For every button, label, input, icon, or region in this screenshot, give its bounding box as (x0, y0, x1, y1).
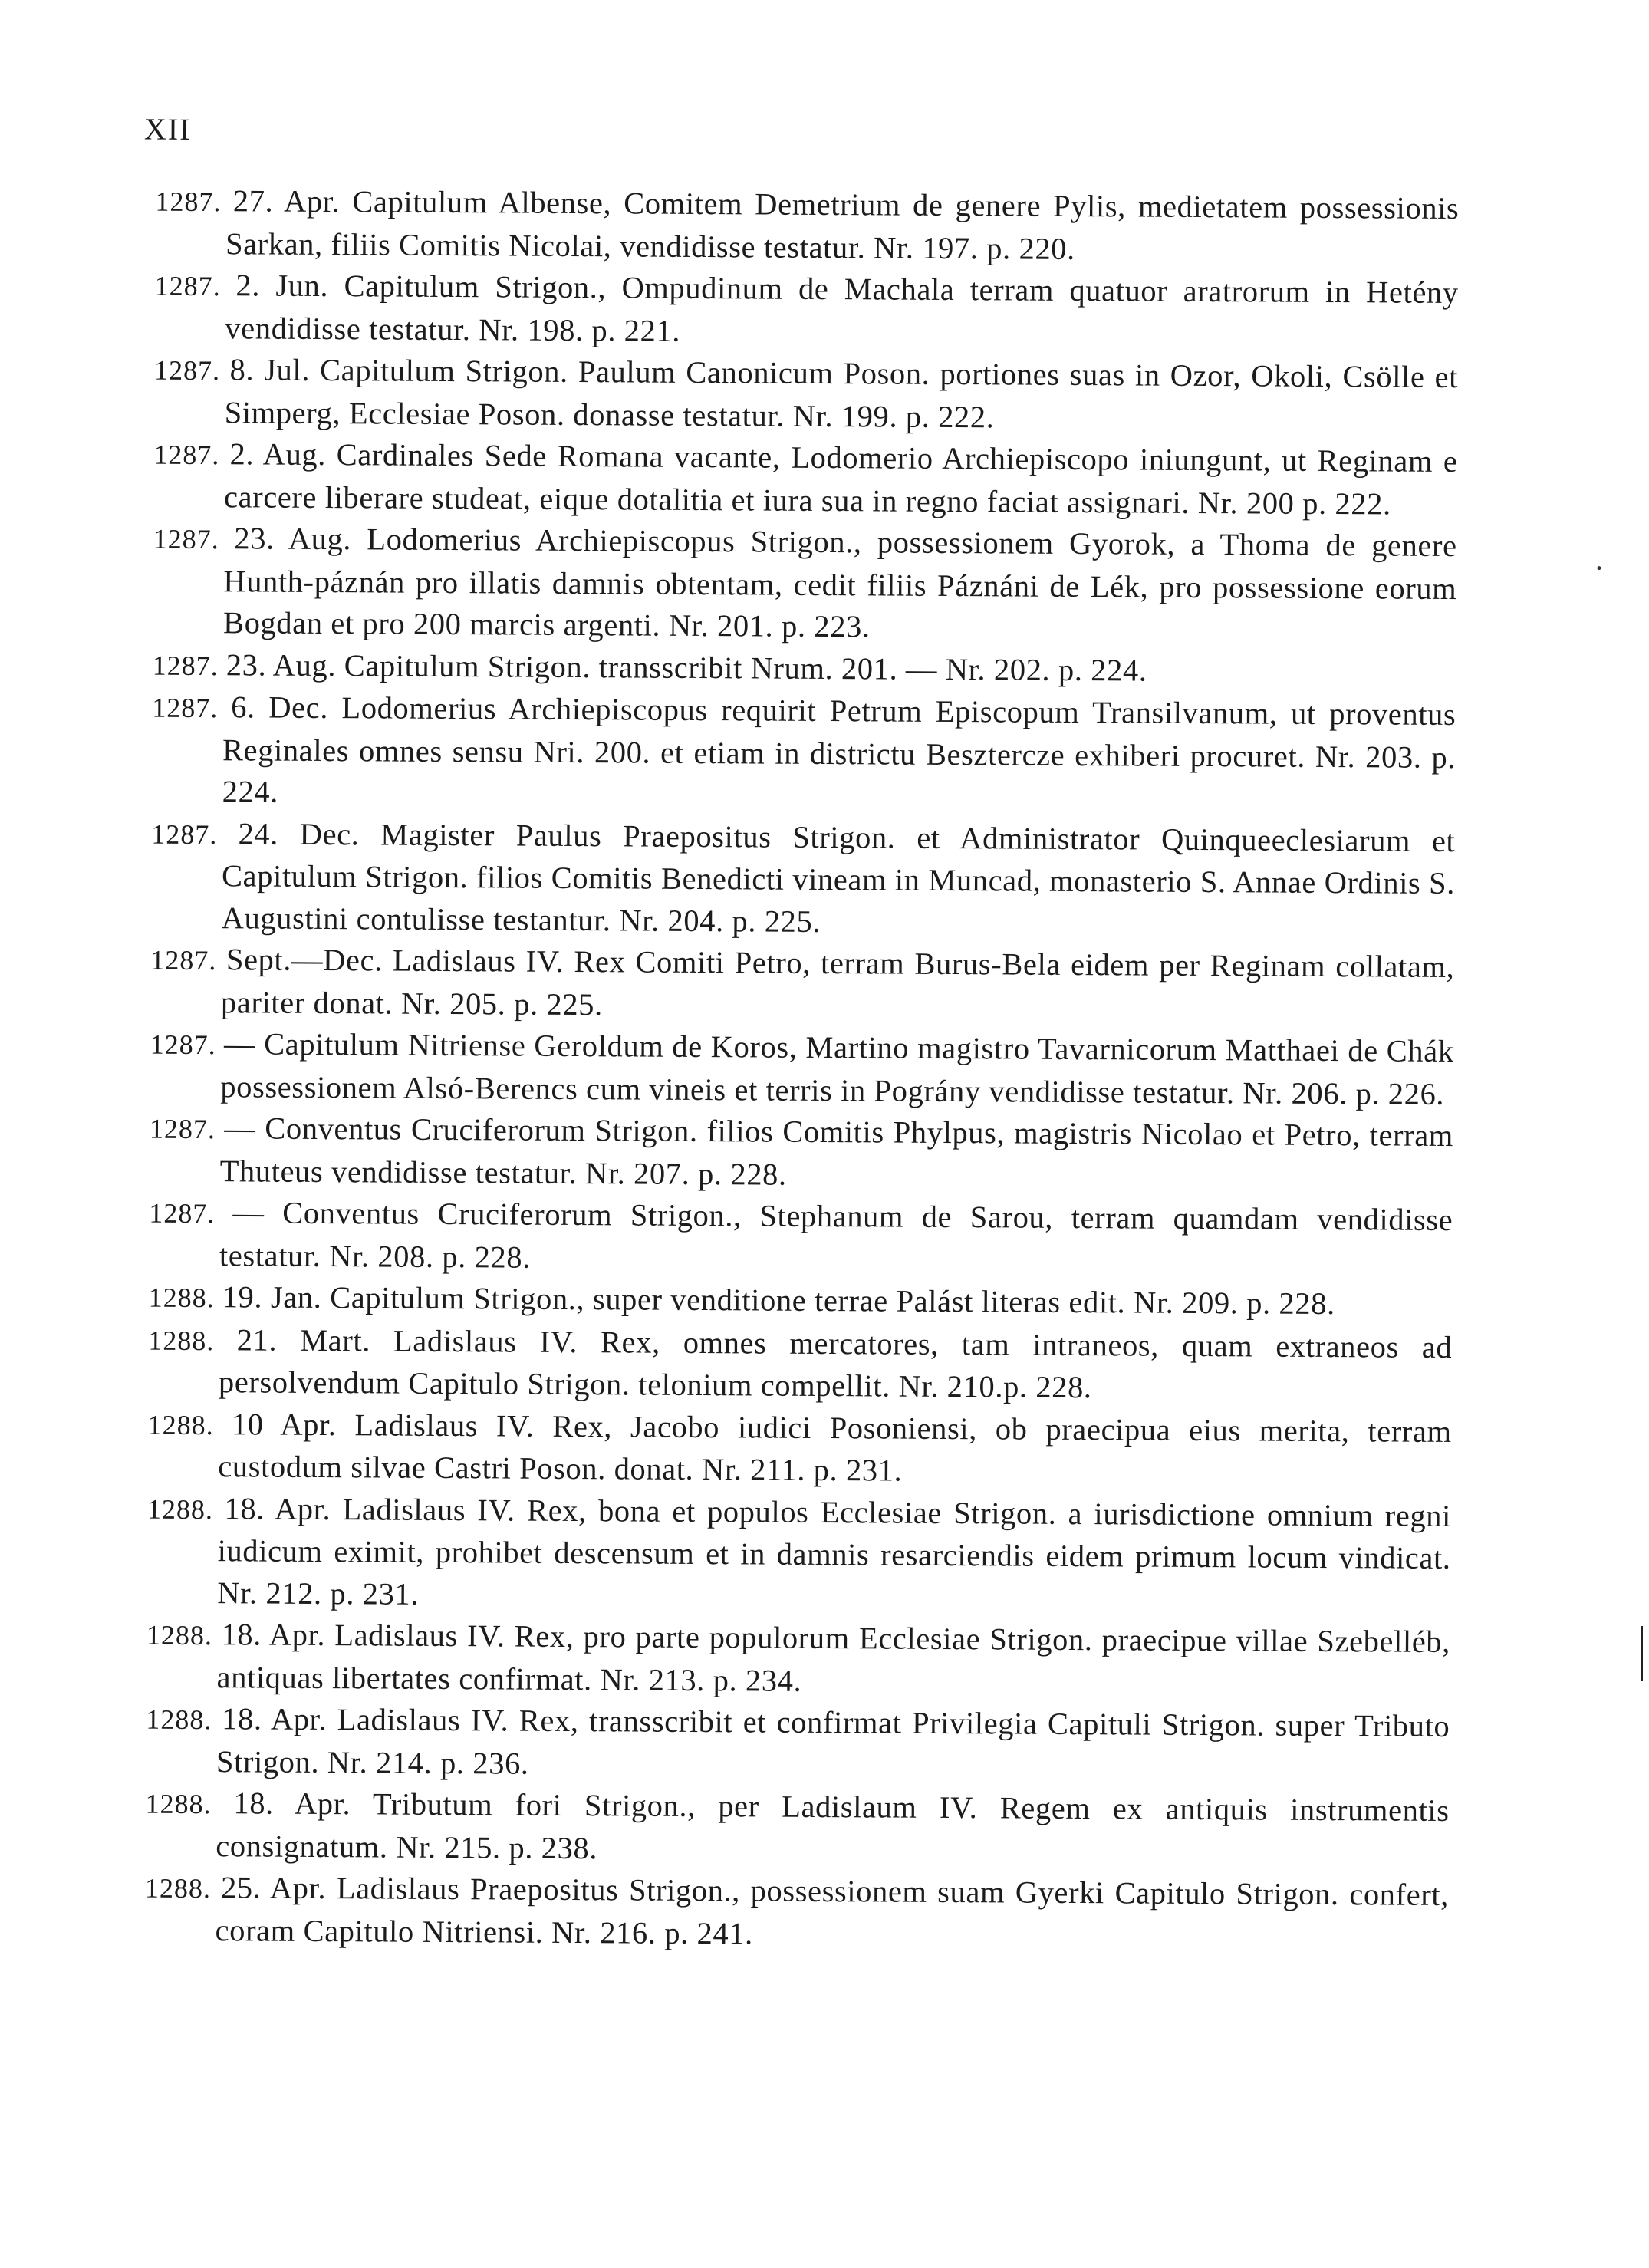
regesta-entry (152, 686, 1456, 821)
entry-year: 1288. (146, 1619, 213, 1651)
entry-year: 1287. (153, 439, 220, 471)
entry-text: 10 Apr. Ladislaus IV. Rex, Jacobo iudici Posoniensi, ob praecipua eius merita, terram custodum silvae Castri Poson. donat. Nr. 211. p. 231. (218, 1406, 1452, 1488)
entry-year: 1288. (148, 1282, 215, 1314)
regesta-entry (150, 1023, 1454, 1115)
regesta-entry (147, 1403, 1452, 1495)
entry-year: 1287. (149, 1113, 216, 1145)
entry-text: 18. Apr. Tributum fori Strigon., per Ladislaum IV. Regem ex antiquis instrumentis consignatum. Nr. 215. p. 238. (216, 1786, 1450, 1865)
entry-year: 1287. (154, 270, 221, 302)
regesta-entry (146, 1487, 1451, 1621)
entry-text: 19. Jan. Capitulum Strigon., super venditione terrae Palást literas edit. Nr. 209. p. 228. (222, 1279, 1335, 1322)
regesta-entry (146, 1614, 1450, 1706)
entry-year: 1287. (150, 944, 217, 976)
entry-text: 23. Aug. Lodomerius Archiepiscopus Strigon., possessionem Gyorok, a Thoma de genere Hunth-páznán pro illatis damnis obtentam, cedit filiis Páznáni de Lék, pro possessione eorum Bogdan et pro 200 marcis argenti. Nr. 201. p. 223. (222, 521, 1457, 644)
entry-text: 18. Apr. Ladislaus IV. Rex, transscribit et confirmat Privilegia Capituli Strigon. super Tributo Strigon. Nr. 214. p. 236. (216, 1701, 1450, 1781)
regesta-entry (153, 644, 1456, 694)
regesta-entry (153, 518, 1457, 652)
entry-text: 6. Dec. Lodomerius Archiepiscopus requirit Petrum Episcopum Transilvanum, ut proventus Reginales omnes sensu Nri. 200. et etiam in districtu Beszterczе exhiberi procuret. Nr. 203. p. 224. (222, 690, 1456, 809)
regesta-entry (144, 1867, 1449, 1959)
entry-text: 24. Dec. Magister Paulus Praepositus Strigon. et Administrator Quinqueeclesiarum et Capitulum Strigon. filios Comitis Benedicti vineam in Muncad, monasterio S. Annae Ordinis S. Augustini contulisse testantur. Nr. 204. p. 225. (221, 815, 1456, 939)
entry-text: 23. Aug. Capitulum Strigon. transscribit Nrum. 201. — Nr. 202. p. 224. (225, 647, 1147, 688)
entry-year: 1287. (153, 523, 219, 555)
entry-year: 1287. (155, 186, 222, 218)
entry-year: 1288. (144, 1872, 212, 1904)
regesta-entry (148, 1276, 1452, 1327)
entry-year: 1288. (148, 1325, 215, 1356)
entry-text: 2. Jun. Capitulum Strigon., Ompudinum de Machala terram quatuor aratrorum in Hetény vendidisse testatur. Nr. 198. p. 221. (225, 268, 1459, 348)
regesta-entry (155, 180, 1460, 272)
entry-text: 27. Apr. Capitulum Albense, Comitem Demetrium de genere Pylis, medietatem possessionis Sarkan, filiis Comitis Nicolai, vendidisse testatur. Nr. 197. p. 220. (225, 183, 1460, 266)
entry-year: 1287. (151, 818, 218, 850)
entry-text: — Capitulum Nitriense Geroldum de Koros, Martino magistro Tavarnicorum Matthaei de Chák possessionem Alsó-Berencs cum vineis et terris in Pográny vendidisse testatur. Nr. 206. p. 226. (220, 1026, 1454, 1111)
regesta-entry (148, 1318, 1453, 1411)
regesta-entry (150, 939, 1455, 1031)
regesta-list (144, 180, 1459, 1959)
entry-text: Sept.—Dec. Ladislaus IV. Rex Comiti Petro, terram Burus-Bela eidem per Reginam collatam, pariter donat. Nr. 205. p. 225. (220, 942, 1455, 1022)
regesta-entry (150, 1108, 1454, 1200)
page-number: XII (143, 111, 192, 146)
regesta-entry (145, 1782, 1450, 1875)
entry-year: 1287. (152, 650, 219, 681)
entry-text: 21. Mart. Ladislaus IV. Rex, omnes mercatores, tam intraneos, quam extraneos ad persolvendum Capitulo Strigon. telonium compellit. Nr. 210.p. 228. (218, 1322, 1453, 1405)
entry-year: 1287. (152, 692, 219, 724)
regesta-entry (151, 812, 1456, 946)
entry-year: 1288. (147, 1409, 214, 1440)
entry-text: — Conventus Cruciferorum Strigon. filios Comitis Phylpus, magistris Nicolao et Petro, terram Thuteus vendidisse testatur. Nr. 207. p. 228. (219, 1111, 1454, 1192)
margin-rule (1641, 1626, 1643, 1681)
entry-year: 1288. (146, 1703, 212, 1736)
regesta-entry (153, 433, 1458, 525)
entry-year: 1288. (146, 1493, 214, 1525)
entry-text: — Conventus Cruciferorum Strigon., Stephanum de Sarou, terram quamdam vendidisse testatur. Nr. 208. p. 228. (219, 1195, 1453, 1275)
entry-year: 1287. (153, 354, 221, 387)
entry-text: 8. Jul. Capitulum Strigon. Paulum Canonicum Poson. portiones suas in Ozor, Okoli, Csölle et Simperg, Ecclesiae Poson. donasse testatur. Nr. 199. p. 222. (224, 352, 1459, 434)
entry-text: 25. Apr. Ladislaus Praepositus Strigon., possessionem suam Gyerki Capitulo Strigon. confert, coram Capitulo Nitriensi. Nr. 216. p. 241. (215, 1870, 1450, 1950)
regesta-entry (146, 1698, 1450, 1790)
regesta-entry (154, 265, 1459, 357)
entry-text: 2. Aug. Cardinales Sede Romana vacante, Lodomerio Archiepiscopo iniungunt, ut Reginam e carcere liberare studeat, eique dotalitia et iura sua in regno faciat assignari. Nr. 200 p. 222. (223, 436, 1458, 521)
entry-year: 1287. (150, 1029, 216, 1061)
entry-year: 1287. (149, 1197, 216, 1229)
regesta-entry (154, 349, 1459, 441)
entry-year: 1288. (145, 1788, 212, 1820)
entry-text: 18. Apr. Ladislaus IV. Rex, pro parte populorum Ecclesiae Strigon. praecipue villae Szebelléb, antiquas libertates confirmat. Nr. 213. p. 234. (216, 1617, 1451, 1698)
regesta-entry (149, 1192, 1453, 1284)
entry-text: 18. Apr. Ladislaus IV. Rex, bona et populos Ecclesiae Strigon. a iurisdictione omnium regni iudicum eximit, prohibet descensum et in damnis resarciendis eidem primum locum vindicat. Nr. 212. p. 231. (217, 1490, 1452, 1611)
margin-speck (1597, 566, 1601, 570)
